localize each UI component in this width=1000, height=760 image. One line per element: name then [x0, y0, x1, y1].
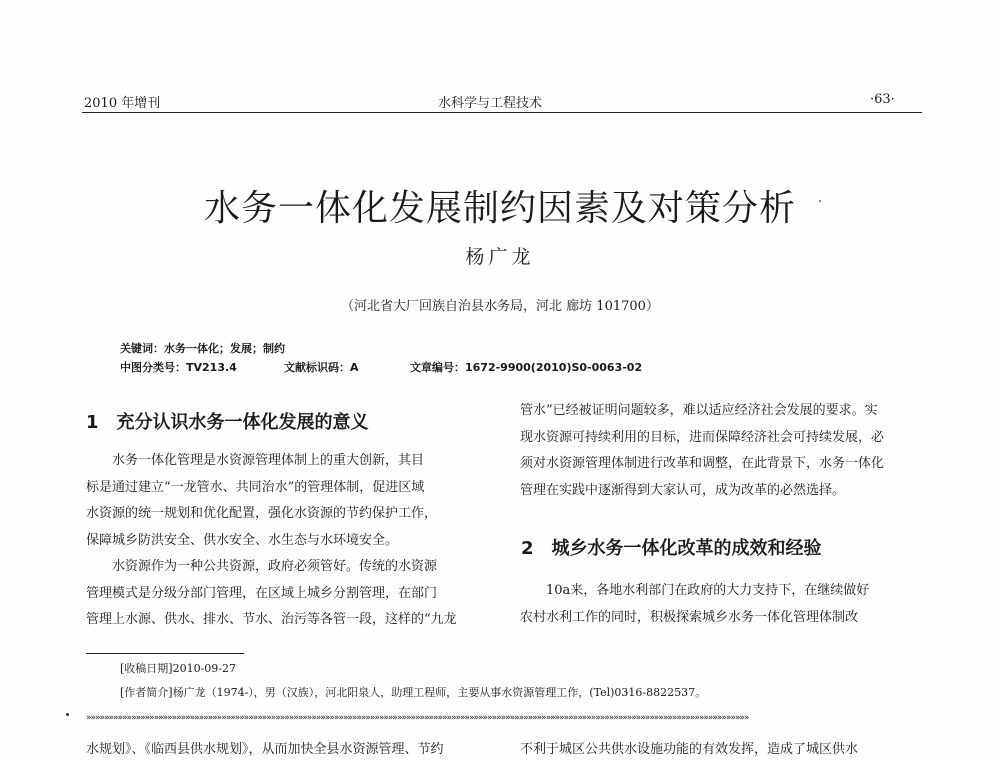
author-name: 杨广龙 [465, 246, 535, 268]
body-line: 管理上水源、供水、排水、节水、治污等各管一段，这样的“九龙 [86, 612, 457, 627]
article-number: 文章编号：1672-9900(2010)S0-0063-02 [410, 361, 643, 374]
body-line: 水务一体化管理是水资源管理体制上的重大创新，其目 [86, 453, 425, 468]
continued-text-left: 水规划》、《临西县供水规划》，从而加快全县水资源管理、节约 [86, 742, 444, 757]
body-line: 保障城乡防洪安全、供水安全、水生态与水环境安全。 [86, 532, 399, 548]
section-1-continuation [520, 398, 884, 504]
page-separator: »»»»»»»»»»»»»»»»»»»»»»»»»»»»»»»»»»»»»»»»»»»»»»»»»»»»»»»»»»»»»»»»»»»»»»»»»»»»»»»»»»»»»»»»»»»»»»»»»»»»»»»»»»»»»»»»»»»»»»»»»»»»»»»»»»»»»»»»»»»»»»»»»»» [86, 713, 749, 723]
body-line: 水资源的统一规划和优化配置，强化水资源的节约保护工作， [86, 506, 438, 521]
keywords: 关键词：水务一体化；发展；制约 [120, 342, 285, 355]
footnote-received-date: [收稿日期]2010-09-27 [120, 662, 237, 675]
body-line: 现水资源可持续利用的目标，进而保障经济社会可持续发展，必 [520, 429, 885, 445]
body-line: 水资源作为一种公共资源，政府必须管好。传统的水资源 [86, 559, 438, 574]
page-number: ·63· [870, 92, 895, 107]
body-line: 管水”已经被证明问题较多，难以适应经济社会发展的要求。实 [520, 403, 878, 418]
section-1-body [86, 448, 457, 634]
section-2-heading: 2 城乡水务一体化改革的成效和经验 [521, 538, 822, 559]
author-affiliation: （河北省大厂回族自治县水务局，河北 廊坊 101700） [341, 299, 659, 314]
body-line: 10a来，各地水利部门在政府的大力支持下，在继续做好 [520, 583, 870, 598]
scan-speck [66, 713, 69, 716]
article-title: 水务一体化发展制约因素及对策分析 [203, 188, 796, 229]
body-line: 管理模式是分级分部门管理，在区域上城乡分割管理，在部门 [86, 585, 438, 601]
running-header-journal: 水科学与工程技术 [438, 96, 543, 111]
running-header-issue: 2010 年增刊 [84, 96, 161, 111]
footnote-rule [86, 653, 244, 654]
body-line: 须对水资源管理体制进行改革和调整，在此背景下，水务一体化 [520, 456, 885, 471]
body-line: 农村水利工作的同时，积极探索城乡水务一体化管理体制改 [520, 609, 859, 625]
section-2-body [520, 578, 869, 631]
scan-speck [819, 200, 821, 202]
body-line: 管理在实践中逐渐得到大家认可，成为改革的必然选择。 [520, 482, 846, 498]
document-code: 文献标识码：A [284, 361, 359, 374]
classification-number: 中图分类号：TV213.4 [120, 361, 237, 374]
footnote-author-bio: [作者简介]杨广龙（1974-），男（汉族），河北阳泉人，助理工程师，主要从事水资源管理工作，(Tel)0316-8822537。 [120, 686, 707, 699]
continued-text-right: 不利于城区公共供水设施功能的有效发挥，造成了城区供水 [520, 742, 859, 757]
header-rule [82, 112, 922, 113]
body-line: 标是通过建立“一龙管水、共同治水”的管理体制，促进区域 [86, 479, 425, 495]
section-1-heading: 1 充分认识水务一体化发展的意义 [86, 412, 369, 433]
